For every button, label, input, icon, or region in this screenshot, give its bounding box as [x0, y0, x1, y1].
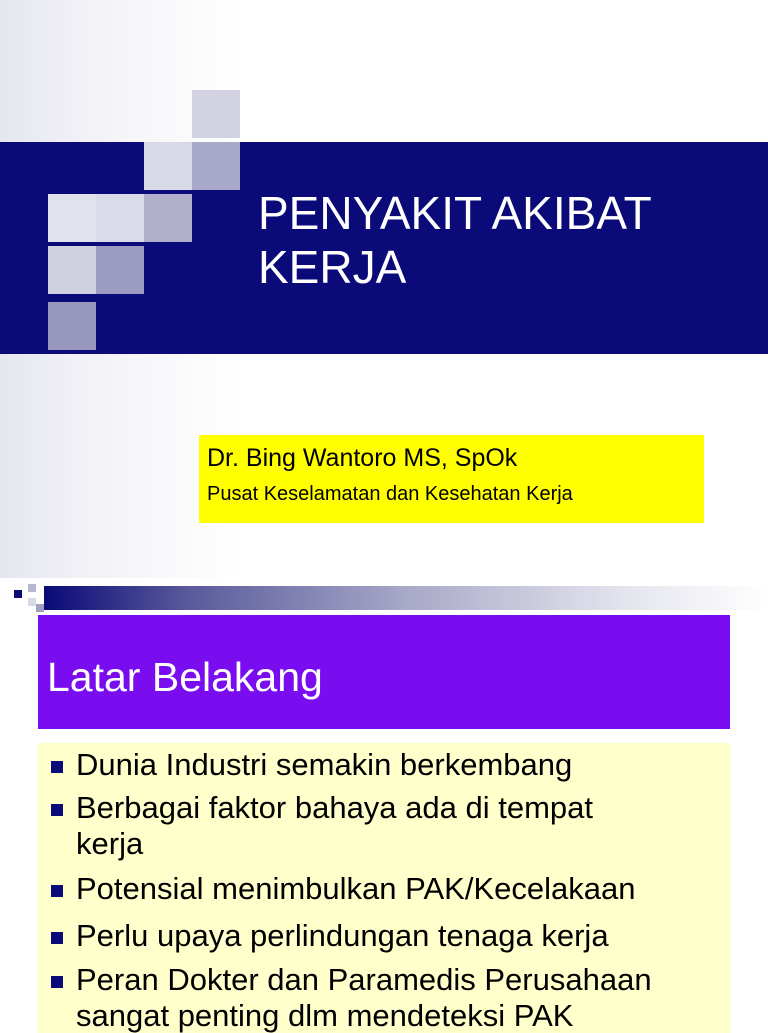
decor-square	[36, 604, 44, 612]
decor-square	[144, 142, 192, 190]
decor-square	[96, 194, 144, 242]
slide-title-line: KERJA	[258, 241, 407, 293]
slide-title	[258, 186, 758, 294]
decor-square	[28, 598, 36, 606]
decor-square	[48, 194, 96, 242]
decor-square	[144, 194, 192, 242]
bullet-text: kerja	[76, 826, 144, 861]
bullet-item	[38, 747, 718, 783]
bullet-item	[38, 918, 718, 954]
bullet-square-icon	[51, 932, 63, 944]
bullet-text: sangat penting dlm mendeteksi PAK	[76, 998, 574, 1033]
slide-title-line: PENYAKIT AKIBAT	[258, 187, 652, 239]
bullet-square-icon	[51, 885, 63, 897]
divider-gradient-bar	[44, 586, 768, 610]
bullet-list	[38, 743, 730, 1033]
author-organization: Pusat Keselamatan dan Kesehatan Kerja	[207, 483, 573, 505]
section-title: Latar Belakang	[47, 654, 323, 700]
bullet-square-icon	[51, 804, 63, 816]
decor-square	[28, 584, 36, 592]
author-name: Dr. Bing Wantoro MS, SpOk	[207, 444, 518, 472]
decor-square	[96, 246, 144, 294]
decor-square	[192, 142, 240, 190]
decor-square	[48, 246, 96, 294]
bullet-text: Potensial menimbulkan PAK/Kecelakaan	[76, 871, 636, 906]
section-header	[38, 615, 730, 729]
bullet-square-icon	[51, 976, 63, 988]
bullet-square-icon	[51, 761, 63, 773]
decor-square	[48, 302, 96, 350]
bullet-text: Dunia Industri semakin berkembang	[76, 747, 573, 782]
bullet-item	[38, 962, 718, 1033]
bullet-text: Perlu upaya perlindungan tenaga kerja	[76, 918, 609, 953]
bullet-text: Peran Dokter dan Paramedis Perusahaan	[76, 962, 652, 997]
bullet-item	[38, 871, 718, 907]
author-box	[199, 435, 704, 523]
decor-square	[192, 90, 240, 138]
decor-square	[14, 590, 22, 598]
bullet-text: Berbagai faktor bahaya ada di tempat	[76, 790, 594, 825]
bullet-item	[38, 790, 718, 862]
